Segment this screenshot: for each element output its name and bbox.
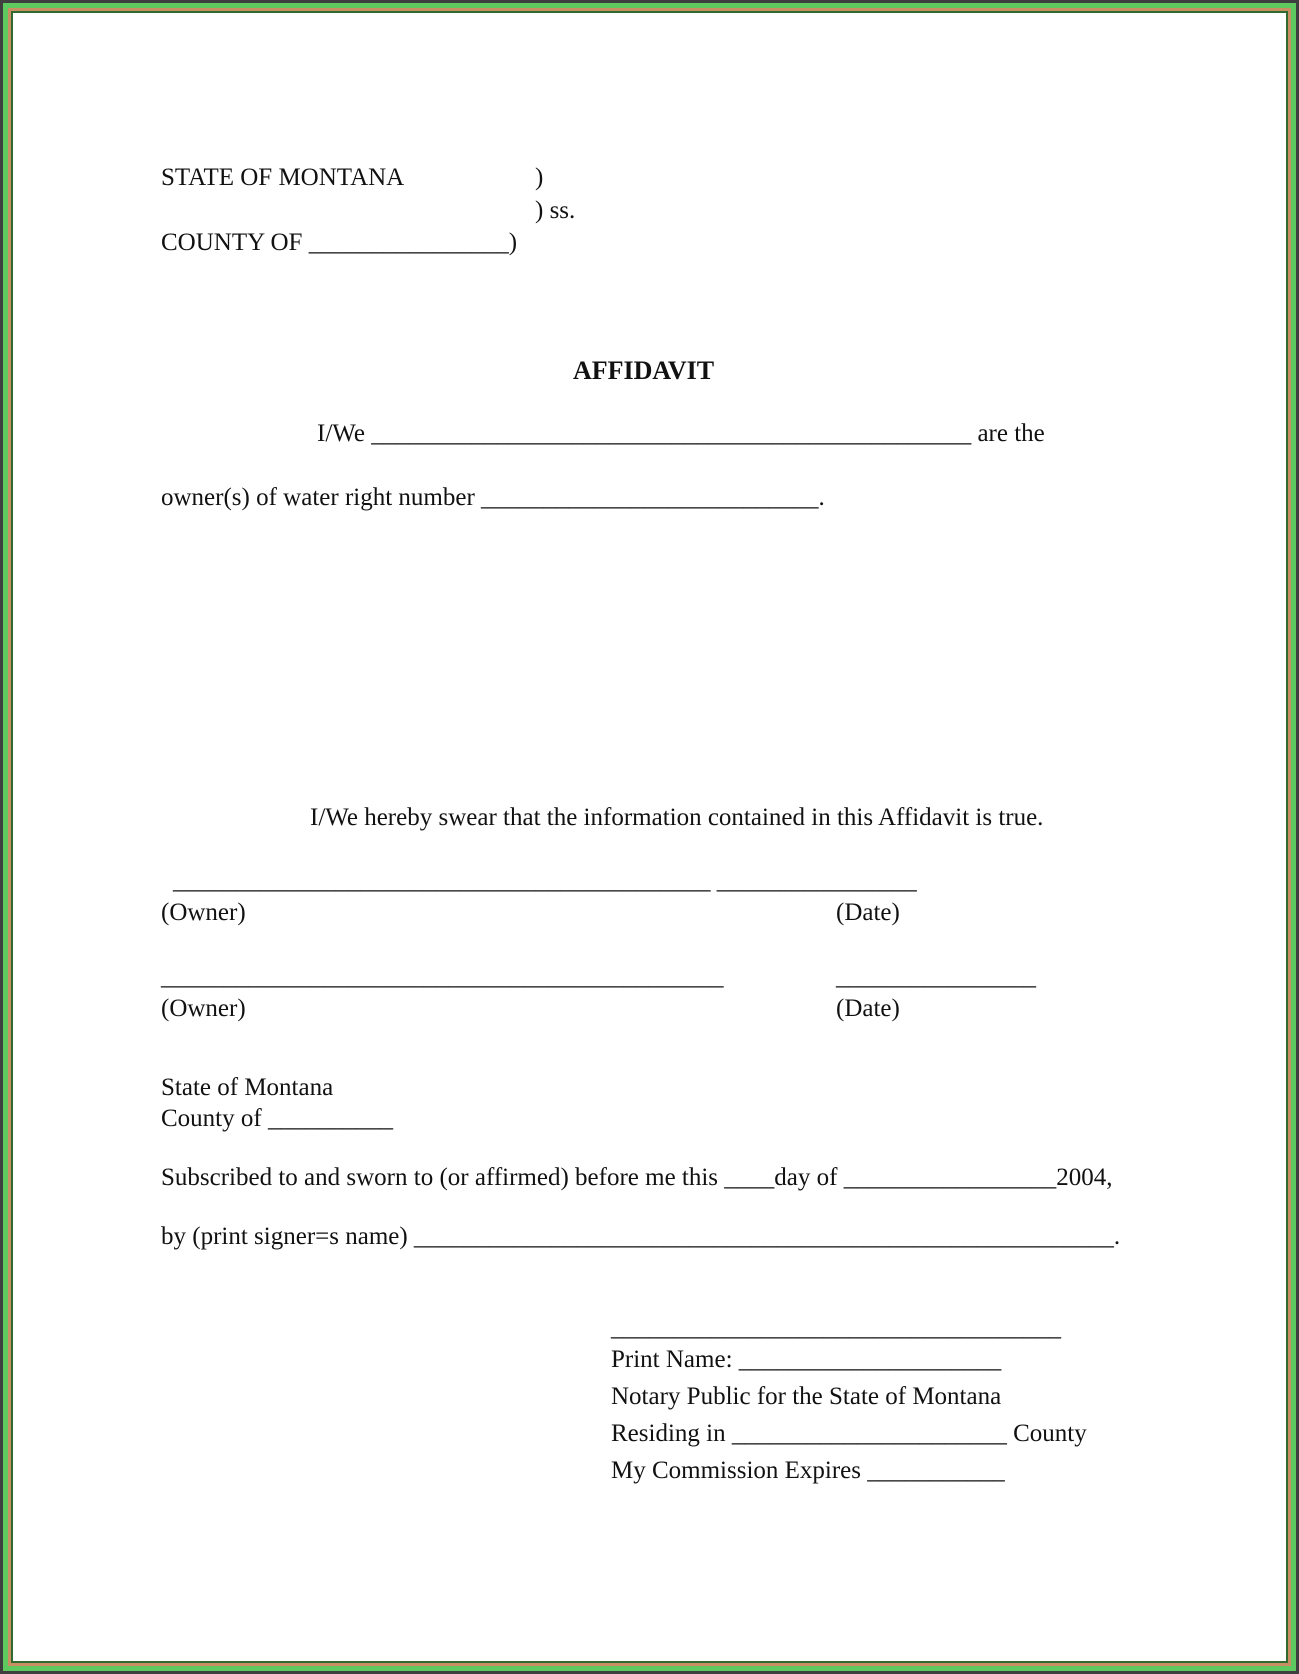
swear-statement: I/We hereby swear that the information contained in this Affidavit is true. (310, 804, 1044, 831)
notary-residing: Residing in ______________________ County (611, 1420, 1087, 1447)
owner-line-1: I/We ________________________________________________ are the (317, 420, 1045, 447)
signature-row2-date-line: ________________ (836, 963, 1036, 990)
signature-row2-owner-label: (Owner) (161, 995, 246, 1022)
signature-row1-lines: ___________________________________________ ________________ (173, 867, 917, 894)
signature-row1-date-label: (Date) (836, 899, 900, 926)
notary-state: State of Montana (161, 1074, 334, 1101)
notary-print-name: Print Name: _____________________ (611, 1346, 1002, 1373)
signature-row2-date-label: (Date) (836, 995, 900, 1022)
notary-county: County of __________ (161, 1105, 393, 1132)
caption-ss: ) ss. (535, 197, 576, 224)
signature-row1-owner-label: (Owner) (161, 899, 246, 926)
notary-commission: My Commission Expires ___________ (611, 1457, 1005, 1484)
caption-state: STATE OF MONTANA (161, 164, 405, 191)
signature-row2-owner-line: _____________________________________________ (161, 963, 724, 990)
notary-public-title: Notary Public for the State of Montana (611, 1383, 1002, 1410)
document-title: AFFIDAVIT (573, 356, 715, 385)
caption-state-paren: ) (535, 164, 544, 191)
notary-subscribed: Subscribed to and sworn to (or affirmed) before me this ____day of _________________2004, (161, 1164, 1113, 1191)
notary-signature-line: ____________________________________ (611, 1314, 1061, 1341)
owner-line-2: owner(s) of water right number ___________________________. (161, 484, 825, 511)
page-frame-inner (11, 11, 1288, 1663)
notary-signer: by (print signer=s name) ________________________________________________________. (161, 1223, 1121, 1250)
caption-county: COUNTY OF ________________) (161, 229, 518, 256)
